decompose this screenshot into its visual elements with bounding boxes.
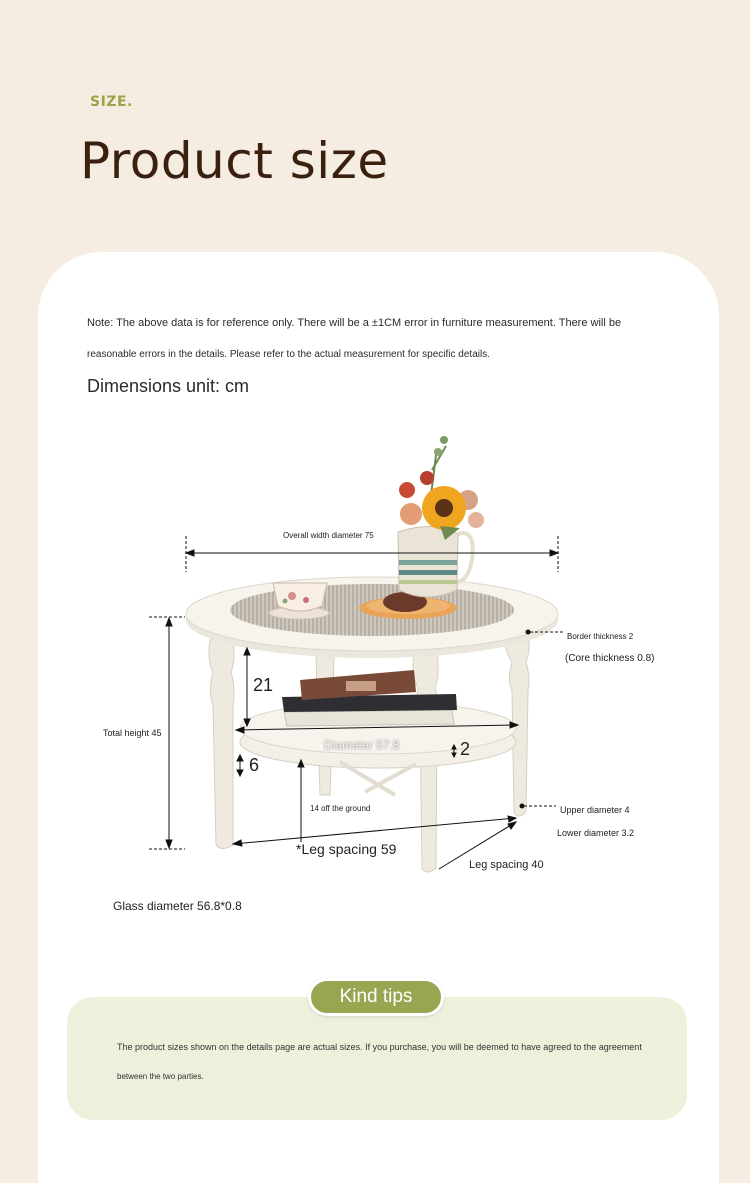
shelf-thickness-label: 2: [460, 739, 471, 759]
leg-spacing-40-label: Leg spacing 40: [469, 859, 544, 871]
reference-note-line-2: reasonable errors in the details. Please refer to the actual measurement for specific details.: [87, 349, 490, 360]
table-top: [186, 577, 558, 658]
overall-width-label: Overall width diameter 75: [283, 531, 374, 540]
core-thickness-label: (Core thickness 0.8): [565, 653, 655, 664]
kind-tips-line-2: between the two parties.: [117, 1072, 204, 1081]
upper-diameter-label: Upper diameter 4: [560, 805, 630, 815]
leg-spacing-59-label: *Leg spacing 59: [296, 841, 397, 857]
shelf-diameter-label: Diameter 57.8: [324, 738, 400, 752]
page-title: Product size: [80, 132, 389, 190]
reference-note-line-1: Note: The above data is for reference only. There will be a ±1CM error in furniture measurement. There will be: [87, 317, 622, 329]
glass-diameter-label: Glass diameter 56.8*0.8: [113, 899, 242, 913]
border-thickness-label: Border thickness 2: [567, 632, 634, 641]
kind-tips-badge: Kind tips: [308, 978, 444, 1016]
shelf-skirt-label: 6: [249, 755, 260, 775]
dimensions-unit: Dimensions unit: cm: [87, 376, 250, 396]
kind-tips-line-1: The product sizes shown on the details page are actual sizes. If you purchase, you will be deemed to have agreed to the agreement: [117, 1042, 642, 1052]
shelf-gap-label: 21: [253, 675, 274, 695]
size-tag: SIZE.: [90, 94, 133, 110]
tea-cup: [269, 583, 329, 619]
off-ground-label: 14 off the ground: [310, 804, 371, 813]
total-height-label: Total height 45: [103, 728, 162, 738]
lower-diameter-label: Lower diameter 3.2: [557, 828, 635, 838]
flower-vase: [398, 436, 484, 597]
